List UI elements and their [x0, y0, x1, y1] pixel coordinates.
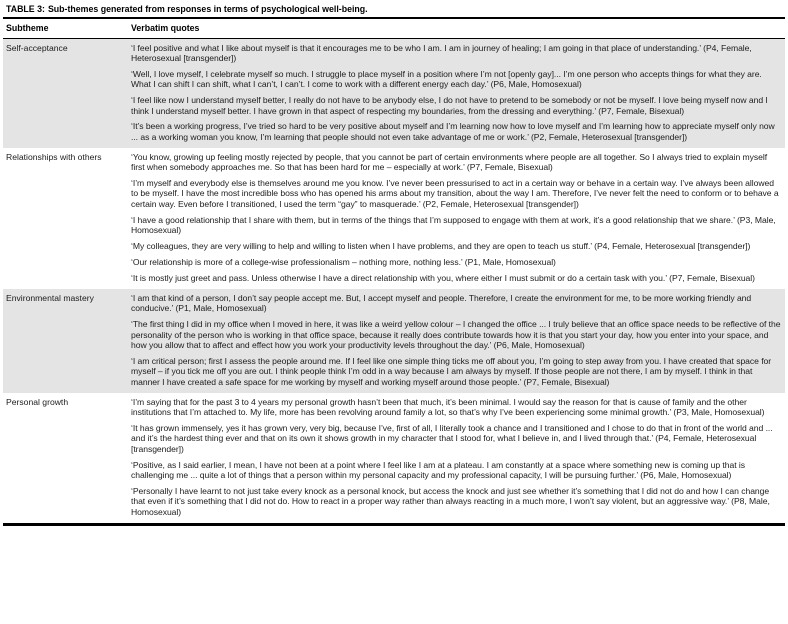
subtheme-label: Self-acceptance — [6, 42, 68, 53]
quotes-cell — [131, 43, 785, 148]
quotes-cell — [131, 293, 785, 393]
table-header-row — [3, 17, 785, 39]
column-header-verbatim-quotes: Verbatim quotes — [131, 23, 200, 33]
column-header-subtheme: Subtheme — [6, 23, 49, 33]
verbatim-quote: ‘I’m myself and everybody else is themselves around me you know. I’ve never been pressurised to act in a certain way or behave in a certain way. I’ve always been allowed to be myself. I have the most incredible boss who has opened his arms about my transition, about the way I am. Therefore, I’ve never felt the need to conform or to behave a certain way. Even before I transitioned, I used the term “gay” to masquerade.’ (P2, Female, Heterosexual [transgender]) — [131, 178, 779, 209]
table-caption — [3, 0, 785, 17]
verbatim-quote: ‘I am critical person; first I assess the people around me. If I feel like one simple thing ticks me off about you, I’m going to step away from you. I have created that space for myself – if you tick me off you are out. I think people think I’m odd in a way because I am always by myself. If those people are not there, I am by myself. I think in that manner I have created a safe space for me working by myself and working myself around those people.’ (P7, Female, Bisexual) — [131, 355, 772, 387]
verbatim-quote: ‘I have a good relationship that I share with them, but in terms of the things that I’m supposed to engage with them at work, it’s a good relationship that we share.’ (P3, Male, Homosexual) — [131, 214, 776, 236]
verbatim-quote: ‘It is mostly just greet and pass. Unless otherwise I have a direct relationship with you, where either I must submit or do a certain task with you.’ (P7, Female, Bisexual) — [131, 272, 755, 283]
verbatim-quote: ‘My colleagues, they are very willing to help and willing to listen when I have problems, and they are open to teach us stuff.’ (P4, Female, Heterosexual [transgender]) — [131, 241, 751, 252]
verbatim-quote: ‘I am that kind of a person, I don’t say people accept me. But, I accept myself and people. Therefore, I create the environment for me, to be more working friendly and conducive.’ (P1, Male, Homosexual) — [131, 292, 752, 314]
subtheme-label: Personal growth — [6, 396, 69, 407]
verbatim-quote: ‘Our relationship is more of a college-wise professionalism – nothing more, nothing less.’ (P1, Male, Homosexual) — [131, 257, 556, 267]
table-row-relationships-with-others — [3, 148, 785, 289]
quotes-cell — [131, 152, 785, 289]
table-caption-label: TABLE 3: — [6, 4, 45, 14]
verbatim-quote: ‘Positive, as I said earlier, I mean, I have not been at a point where I feel like I am at a plateau. I am constantly at a space where something new is coming up that is challenging me ... quite a lot of things that a person within my personal capacity and my professional capacity, I will be pursuing further.’ (P6, Male, Homosexual) — [131, 459, 745, 480]
table-row-self-acceptance — [3, 39, 785, 148]
verbatim-quote: ‘It has grown immensely, yes it has grown very, very big, because I’ve, first of all, I literally took a chance and I transitioned and I chose to do that in front of the world and ... and it’s the hardest thing ever and that on its own it shows growth in my character that I stood for, what I believe in, and I lived through that.’ (P4, Female, Heterosexual [transgender]) — [131, 422, 773, 454]
subtheme-label: Relationships with others — [6, 151, 102, 162]
verbatim-quote: ‘Well, I love myself, I celebrate myself so much. I struggle to place myself in a position where I’m not [openly gay]... I’m one person who accepts things for what they are. What I can shift I can shift, what I can’t, I can’t. I come to work with a different energy each day.’ (P6, Male, Homosexual) — [131, 68, 762, 90]
verbatim-quote: ‘It’s been a working progress, I’ve tried so hard to be very positive about myself and I’m learning now how to love myself and I’m learning how to appreciate myself only now ... as a working woman you know, I’m learning that people should not even take advantage of me or work.’ (P2, Female, Heterosexual [transgender]) — [131, 121, 775, 142]
verbatim-quote: ‘The first thing I did in my office when I moved in here, it was like a weird yellow colour – I changed the office ... I truly believe that an office space needs to be reflective of the personality of the person who is working in that office space, because it really does contribute towards how it is that you start your day, how you enter into your space, and how you allow that to affect and effect how you work your productivity levels throughout the day.’ (P6, Male, Homosexual) — [131, 319, 781, 350]
table-row-personal-growth — [3, 393, 785, 523]
verbatim-quote: ‘I’m saying that for the past 3 to 4 years my personal growth hasn’t been that much, it’s been minimal. I would say the reason for that is cause of family and the other institutions that I’m attached to. My life, more has been revolving around family a lot, so that’s why I’ve been experiencing some minimal growth.’ (P3, Male, Homosexual) — [131, 396, 765, 417]
table-bottom-rule — [3, 523, 785, 526]
verbatim-quote: ‘I feel like now I understand myself better, I really do not have to be anybody else, I do not have to pretend to be somebody or not be myself. I love being myself now and I think I understand myself better. I have grown in that aspect of respecting my boundaries, from the dressing and everything.’ (P7, Female, Bisexual) — [131, 95, 768, 116]
table-row-environmental-mastery — [3, 289, 785, 393]
verbatim-quote: ‘You know, growing up feeling mostly rejected by people, that you cannot be part of certain environments where people are all together. So I always tried to explain myself first when somebody approaches me. So that has been hard for me – especially at work.’ (P7, Female, Bisexual) — [131, 151, 768, 173]
table-caption-text: Sub-themes generated from responses in terms of psychological well-being. — [47, 4, 368, 14]
quotes-cell — [131, 397, 785, 523]
verbatim-quote: ‘I feel positive and what I like about myself is that it encourages me to be who I am. I am in journey of healing; I am going in that place of understanding.’ (P4, Female, Heterosexual [transgender]) — [131, 42, 752, 63]
subtheme-label: Environmental mastery — [6, 292, 94, 303]
verbatim-quote: ‘Personally I have learnt to not just take every knock as a personal knock, but access the knock and just see whether it’s something that I did not do and how I can change that even if it’s something that I did not do. How to react in a proper way rather than always reacting in a much more, I won’t say violent, but an aggressive way.’ (P8, Male, Homosexual) — [131, 485, 770, 517]
